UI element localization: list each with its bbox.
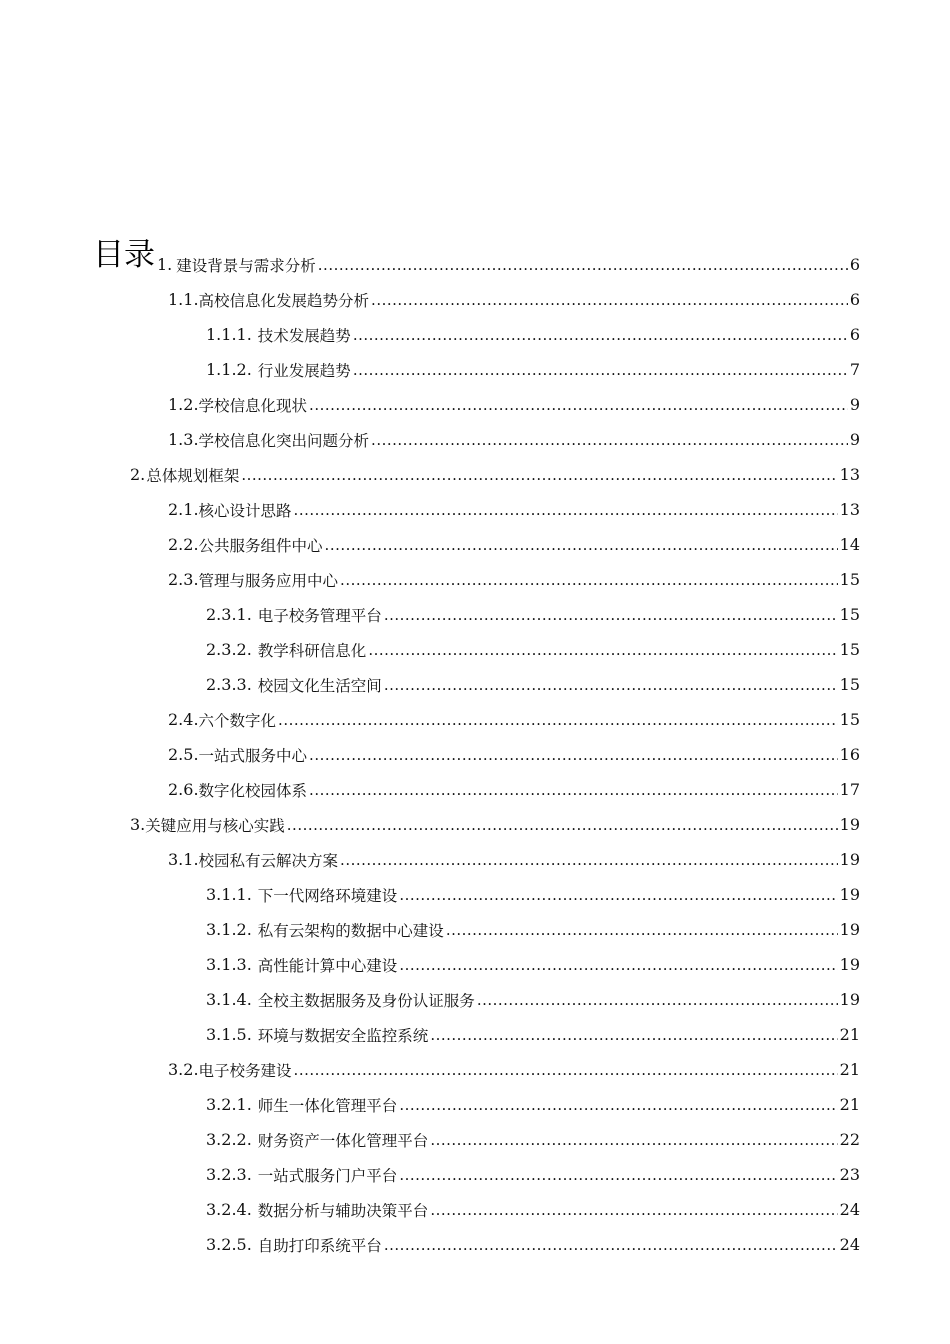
toc-entry-page-number: 14 — [839, 535, 860, 554]
toc-entry-number: 3.1.3. — [206, 955, 252, 974]
toc-entry-title: 环境与数据安全监控系统 — [257, 1026, 429, 1045]
toc-entry[interactable] — [168, 387, 860, 422]
toc-entry[interactable] — [206, 1122, 860, 1157]
toc-entry-page-number: 16 — [839, 745, 860, 764]
toc-entry[interactable] — [168, 562, 860, 597]
toc-entry-title: 学校信息化现状 — [198, 396, 308, 415]
toc-leader-dots — [430, 1131, 837, 1150]
toc-leader-dots — [278, 711, 838, 730]
toc-title: 目录 — [93, 236, 155, 273]
toc-entry-title: 师生一体化管理平台 — [257, 1096, 398, 1115]
toc-leader-dots — [340, 571, 838, 590]
toc-entry-title: 关键应用与核心实践 — [145, 816, 285, 835]
toc-leader-dots — [294, 1061, 838, 1080]
toc-leader-dots — [340, 851, 838, 870]
toc-entry-title: 自助打印系统平台 — [257, 1236, 382, 1255]
toc-leader-dots — [371, 291, 848, 310]
toc-entry[interactable] — [206, 947, 860, 982]
toc-entry-title: 技术发展趋势 — [257, 326, 351, 345]
toc-entry-title: 总体规划框架 — [146, 466, 240, 485]
toc-entry-page-number: 19 — [839, 955, 860, 974]
toc-entry-number: 3.2.4. — [206, 1200, 252, 1219]
toc-leader-dots — [371, 431, 848, 450]
toc-entry-page-number: 6 — [849, 255, 860, 274]
toc-entry-number: 2.3.2. — [206, 640, 252, 659]
toc-entry-page-number: 13 — [839, 465, 860, 484]
toc-entry-page-number: 19 — [839, 885, 860, 904]
toc-entry-number: 3.1. — [168, 850, 199, 869]
toc-entry[interactable] — [206, 1192, 860, 1227]
toc-leader-dots — [384, 676, 838, 695]
toc-entry-number: 1. — [157, 255, 173, 274]
toc-entry-number: 2. — [130, 465, 146, 484]
toc-entry-title: 校园私有云解决方案 — [198, 851, 339, 870]
toc-entry-number: 2.5. — [168, 745, 199, 764]
toc-entry-page-number: 15 — [839, 570, 860, 589]
toc-entry-number: 3.2.5. — [206, 1235, 252, 1254]
toc-entry-number: 2.2. — [168, 535, 199, 554]
toc-leader-dots — [399, 886, 837, 905]
toc-entry-title: 管理与服务应用中心 — [198, 571, 339, 590]
toc-leader-dots — [318, 256, 848, 275]
toc-leader-dots — [446, 921, 838, 940]
toc-entry-title: 六个数字化 — [198, 711, 277, 730]
toc-entry-title: 下一代网络环境建设 — [257, 886, 398, 905]
toc-entry-page-number: 24 — [839, 1200, 860, 1219]
toc-entry-page-number: 21 — [839, 1025, 860, 1044]
toc-leader-dots — [325, 536, 838, 555]
toc-entry-page-number: 19 — [839, 990, 860, 1009]
toc-entry[interactable] — [130, 457, 860, 492]
toc-entry-title: 公共服务组件中心 — [198, 536, 323, 555]
toc-entry[interactable] — [130, 807, 860, 842]
toc-entry-page-number: 9 — [849, 430, 860, 449]
toc-entry-page-number: 19 — [839, 815, 860, 834]
toc-entry-title: 电子校务建设 — [198, 1061, 292, 1080]
toc-entry-title: 一站式服务中心 — [198, 746, 308, 765]
toc-entry-number: 1.3. — [168, 430, 199, 449]
toc-entry[interactable] — [168, 422, 860, 457]
toc-entry[interactable] — [168, 702, 860, 737]
toc-entry-page-number: 15 — [839, 710, 860, 729]
toc-entry-title: 高性能计算中心建设 — [257, 956, 398, 975]
toc-entry-page-number: 15 — [839, 675, 860, 694]
toc-entry-number: 1.1. — [168, 290, 199, 309]
toc-entry-page-number: 15 — [839, 640, 860, 659]
toc-leader-dots — [399, 956, 837, 975]
toc-entry-title: 数字化校园体系 — [198, 781, 308, 800]
toc-entry[interactable] — [168, 737, 860, 772]
toc-leader-dots — [384, 606, 838, 625]
toc-entry-number: 3.1.5. — [206, 1025, 252, 1044]
toc-entry-title: 全校主数据服务及身份认证服务 — [257, 991, 475, 1010]
toc-entry-number: 3.2. — [168, 1060, 199, 1079]
toc-leader-dots — [384, 1236, 838, 1255]
toc-entry-title: 行业发展趋势 — [257, 361, 351, 380]
toc-entry-number: 2.6. — [168, 780, 199, 799]
toc-entry-number: 1.1.1. — [206, 325, 252, 344]
toc-entry[interactable] — [168, 842, 860, 877]
toc-entry-page-number: 13 — [839, 500, 860, 519]
toc-entry-title: 数据分析与辅助决策平台 — [257, 1201, 429, 1220]
toc-entry-page-number: 7 — [849, 360, 860, 379]
toc-leader-dots — [430, 1026, 837, 1045]
toc-entry-number: 3.2.1. — [206, 1095, 252, 1114]
toc-entry[interactable] — [206, 352, 860, 387]
toc-entry[interactable] — [206, 1017, 860, 1052]
toc-entry-page-number: 9 — [849, 395, 860, 414]
toc-entry-page-number: 24 — [839, 1235, 860, 1254]
toc-entry[interactable] — [168, 282, 860, 317]
toc-entry-page-number: 21 — [839, 1095, 860, 1114]
toc-entry-title: 财务资产一体化管理平台 — [257, 1131, 429, 1150]
toc-leader-dots — [287, 816, 838, 835]
toc-entry[interactable] — [206, 912, 860, 947]
toc-leader-dots — [294, 501, 838, 520]
toc-entry-number: 3.1.4. — [206, 990, 252, 1009]
toc-entry-page-number: 17 — [839, 780, 860, 799]
toc-entry-title: 建设背景与需求分析 — [176, 256, 316, 275]
toc-entry-title: 私有云架构的数据中心建设 — [257, 921, 444, 940]
toc-leader-dots — [353, 326, 848, 345]
toc-leader-dots — [353, 361, 848, 380]
toc-entry-page-number: 19 — [839, 920, 860, 939]
toc-entry[interactable] — [206, 877, 860, 912]
toc-entry-number: 2.3.1. — [206, 605, 252, 624]
toc-entry-title: 校园文化生活空间 — [257, 676, 382, 695]
toc-leader-dots — [309, 781, 838, 800]
toc-entry[interactable] — [157, 247, 860, 282]
toc-entry[interactable] — [206, 317, 860, 352]
toc-entry-number: 2.3.3. — [206, 675, 252, 694]
toc-leader-dots — [368, 641, 837, 660]
toc-leader-dots — [309, 746, 838, 765]
toc-entry-title: 电子校务管理平台 — [257, 606, 382, 625]
toc-entry-title: 教学科研信息化 — [257, 641, 367, 660]
toc-leader-dots — [241, 466, 837, 485]
toc-entry-number: 3.2.3. — [206, 1165, 252, 1184]
toc-leader-dots — [430, 1201, 837, 1220]
toc-entry-number: 1.1.2. — [206, 360, 252, 379]
toc-entry[interactable] — [206, 597, 860, 632]
toc-entry-number: 3.2.2. — [206, 1130, 252, 1149]
toc-leader-dots — [309, 396, 848, 415]
toc-leader-dots — [399, 1166, 837, 1185]
toc-entry[interactable] — [206, 1087, 860, 1122]
toc-entry[interactable] — [168, 492, 860, 527]
toc-entry[interactable] — [168, 527, 860, 562]
toc-entry[interactable] — [206, 1227, 860, 1262]
toc-entry[interactable] — [206, 632, 860, 667]
toc-entry-page-number: 15 — [839, 605, 860, 624]
toc-entry-number: 2.1. — [168, 500, 199, 519]
toc-entry[interactable] — [168, 1052, 860, 1087]
toc-entry[interactable] — [206, 982, 860, 1017]
toc-entry-number: 1.2. — [168, 395, 199, 414]
toc-entry-title: 高校信息化发展趋势分析 — [198, 291, 370, 310]
toc-leader-dots — [399, 1096, 837, 1115]
toc-entry-number: 2.3. — [168, 570, 199, 589]
toc-entry-page-number: 6 — [849, 325, 860, 344]
toc-entry-number: 3. — [130, 815, 146, 834]
toc-entry-page-number: 22 — [839, 1130, 860, 1149]
toc-entry[interactable] — [206, 1157, 860, 1192]
toc-entry-page-number: 6 — [849, 290, 860, 309]
toc-entry-number: 3.1.2. — [206, 920, 252, 939]
toc-entry-title: 学校信息化突出问题分析 — [198, 431, 370, 450]
toc-leader-dots — [477, 991, 838, 1010]
toc-entry-number: 3.1.1. — [206, 885, 252, 904]
toc-entry[interactable] — [168, 772, 860, 807]
toc-entry[interactable] — [206, 667, 860, 702]
toc-entry-page-number: 21 — [839, 1060, 860, 1079]
toc-entry-page-number: 19 — [839, 850, 860, 869]
toc-entry-page-number: 23 — [839, 1165, 860, 1184]
toc-entry-title: 一站式服务门户平台 — [257, 1166, 398, 1185]
toc-entry-title: 核心设计思路 — [198, 501, 292, 520]
toc-entry-number: 2.4. — [168, 710, 199, 729]
